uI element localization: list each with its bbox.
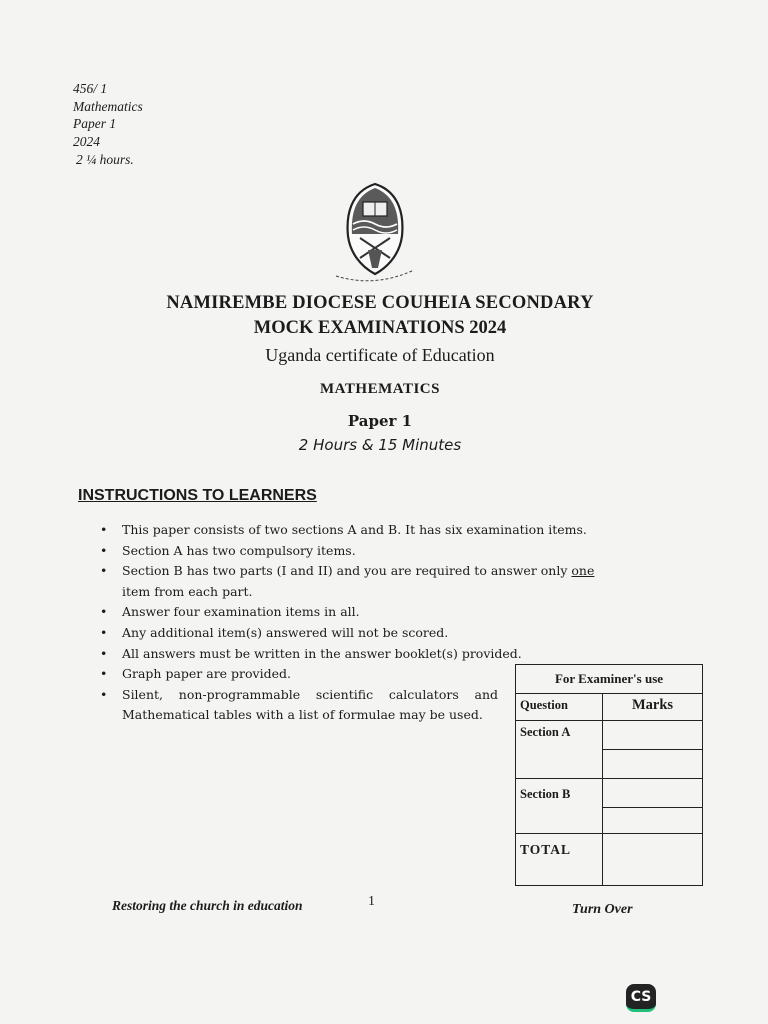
column-marks: Marks <box>603 694 703 721</box>
subject-title: MATHEMATICS <box>320 381 440 397</box>
marks-cell <box>603 807 703 833</box>
list-item: • This paper consists of two sections A and B. It has six examination items. <box>98 520 678 541</box>
row-total: TOTAL <box>516 833 603 885</box>
camscanner-badge-icon: CS <box>626 984 656 1012</box>
paper-subject: Mathematics <box>73 98 143 114</box>
school-motto: Restoring the church in education <box>112 898 303 913</box>
exam-title: MOCK EXAMINATIONS 2024 <box>253 318 507 338</box>
paper-number: Paper 1 <box>73 116 117 131</box>
marks-cell <box>603 779 703 807</box>
marks-cell <box>603 833 703 885</box>
paper-hours: 2 ¼ hours. <box>76 152 134 167</box>
column-question: Question <box>516 694 603 721</box>
list-item: • Graph paper are provided. <box>98 664 678 685</box>
list-item: • Silent, non-programmable scientific calculators and Mathematical tables with a list of formulae may be used. <box>98 685 498 726</box>
diocese-crest-logo <box>320 180 430 284</box>
paper-meta <box>73 80 143 169</box>
row-section-a: Section A <box>516 721 603 779</box>
page-number: 1 <box>368 894 375 909</box>
emphasis-one: one <box>571 563 595 579</box>
instructions-heading: INSTRUCTIONS TO LEARNERS <box>78 487 317 504</box>
paper-year: 2024 <box>73 133 100 149</box>
paper-title: Paper 1 <box>347 412 413 430</box>
marks-cell <box>603 721 703 750</box>
list-item: • Section B has two parts (I and II) and you are required to answer only one item from each part. <box>98 561 678 602</box>
certificate-name: Uganda certificate of Education <box>265 345 495 365</box>
turn-over-note: Turn Over <box>572 902 633 917</box>
list-item: • Section A has two compulsory items. <box>98 541 678 562</box>
exam-duration: 2 Hours & 15 Minutes <box>298 436 462 454</box>
examiner-table-title: For Examiner's use <box>516 665 703 694</box>
school-name: NAMIREMBE DIOCESE COUHEIA SECONDARY <box>166 293 594 313</box>
marks-cell <box>603 750 703 779</box>
list-item: • Answer four examination items in all. <box>98 602 678 623</box>
row-section-b: Section B <box>516 779 603 833</box>
examiner-use-table <box>515 664 703 886</box>
list-item: • Any additional item(s) answered will not be scored. <box>98 623 678 644</box>
list-item: • All answers must be written in the answer booklet(s) provided. <box>98 644 678 665</box>
paper-code: 456/ 1 <box>73 81 108 96</box>
